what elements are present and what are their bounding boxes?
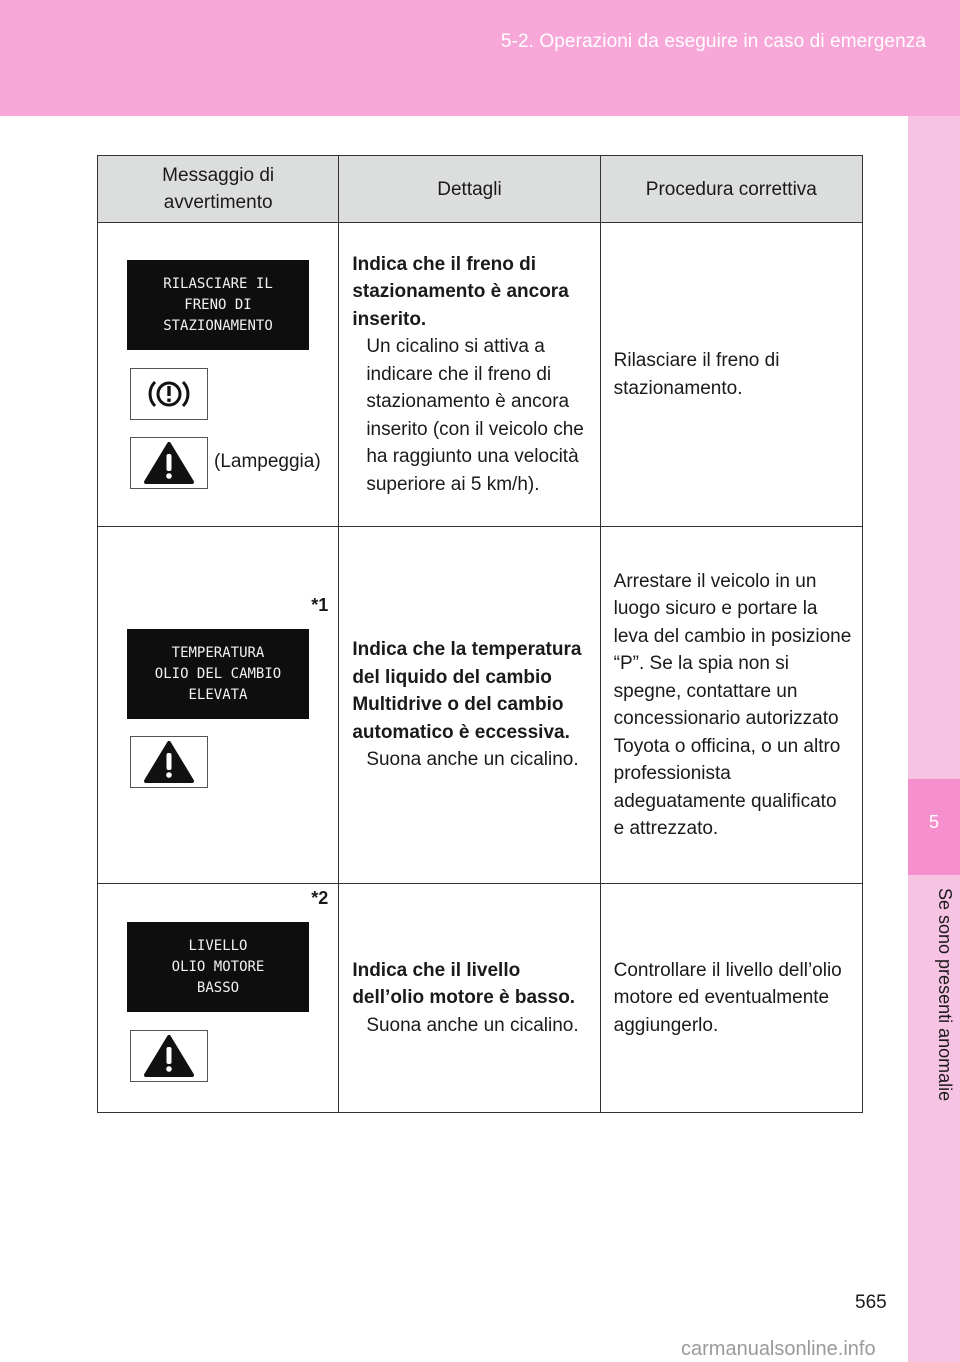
chapter-title: Se sono presenti anomalie bbox=[935, 888, 955, 1102]
display-line: TEMPERATURA bbox=[171, 644, 265, 661]
master-warning-icon bbox=[130, 437, 208, 489]
page-number: 565 bbox=[855, 1292, 887, 1313]
display-line: RILASCIARE IL bbox=[163, 275, 273, 292]
header-band bbox=[0, 0, 960, 116]
master-warning-icon bbox=[130, 736, 208, 788]
column-header-procedure: Procedura correttiva bbox=[600, 156, 862, 223]
table-header-row bbox=[98, 156, 863, 223]
procedure-cell: Rilasciare il freno di stazionamento. bbox=[600, 223, 862, 527]
column-header-message: Messaggio di avvertimento bbox=[98, 156, 339, 223]
section-title: 5-2. Operazioni da eseguire in caso di emergenza bbox=[500, 31, 926, 52]
brake-warning-icon bbox=[130, 368, 208, 420]
display-line: ELEVATA bbox=[188, 686, 248, 703]
details-bold-text: Indica che la temperatura del liquido del cambio Multidrive o del cambio automatico è eccessiva. bbox=[352, 639, 582, 743]
details-text: Un cicalino si attiva a indicare che il freno di stazionamento è ancora inserito (con il veicolo che ha raggiunto una velocità superiore ai 5 km/h). bbox=[366, 336, 584, 495]
warning-messages-table bbox=[97, 155, 863, 1113]
master-warning-icon bbox=[130, 1030, 208, 1082]
display-line: BASSO bbox=[196, 979, 240, 996]
display-line: OLIO DEL CAMBIO bbox=[154, 665, 282, 682]
details-cell bbox=[339, 884, 600, 1113]
procedure-cell: Arrestare il veicolo in un luogo sicuro e portare la leva del cambio in posizione “P”. Se la spia non si spegne, contattare un concessionario autorizzato Toyota o officina, o un altro professionista adeguatamente qualificato e attrezzato. bbox=[600, 527, 862, 884]
footnote-marker: *1 bbox=[311, 595, 329, 615]
footnote-marker: *2 bbox=[311, 888, 329, 908]
table-row bbox=[98, 527, 863, 884]
display-line: LIVELLO bbox=[188, 937, 248, 954]
details-text: Suona anche un cicalino. bbox=[366, 1014, 579, 1036]
message-cell bbox=[98, 223, 339, 527]
details-cell bbox=[339, 223, 600, 527]
details-bold-text: Indica che il livello dell’olio motore è basso. bbox=[352, 959, 576, 1009]
display-line: FRENO DI bbox=[184, 296, 252, 313]
details-text: Suona anche un cicalino. bbox=[366, 749, 579, 771]
display-message bbox=[127, 260, 309, 350]
display-message bbox=[127, 922, 309, 1012]
watermark: carmanualsonline.info bbox=[681, 1338, 876, 1360]
display-line: STAZIONAMENTO bbox=[163, 317, 273, 334]
message-cell bbox=[98, 884, 339, 1113]
message-cell bbox=[98, 527, 339, 884]
display-line: OLIO MOTORE bbox=[171, 958, 265, 975]
details-cell bbox=[339, 527, 600, 884]
procedure-cell: Controllare il livello dell’olio motore ed eventualmente aggiungerlo. bbox=[600, 884, 862, 1113]
display-message bbox=[127, 629, 309, 719]
column-header-details: Dettagli bbox=[339, 156, 600, 223]
blinking-note: (Lampeggia) bbox=[214, 451, 321, 472]
chapter-number: 5 bbox=[928, 812, 939, 832]
table-row bbox=[98, 223, 863, 527]
chapter-side-strip bbox=[908, 116, 960, 1362]
table-row bbox=[98, 884, 863, 1113]
details-bold-text: Indica che il freno di stazionamento è ancora inserito. bbox=[352, 253, 569, 330]
